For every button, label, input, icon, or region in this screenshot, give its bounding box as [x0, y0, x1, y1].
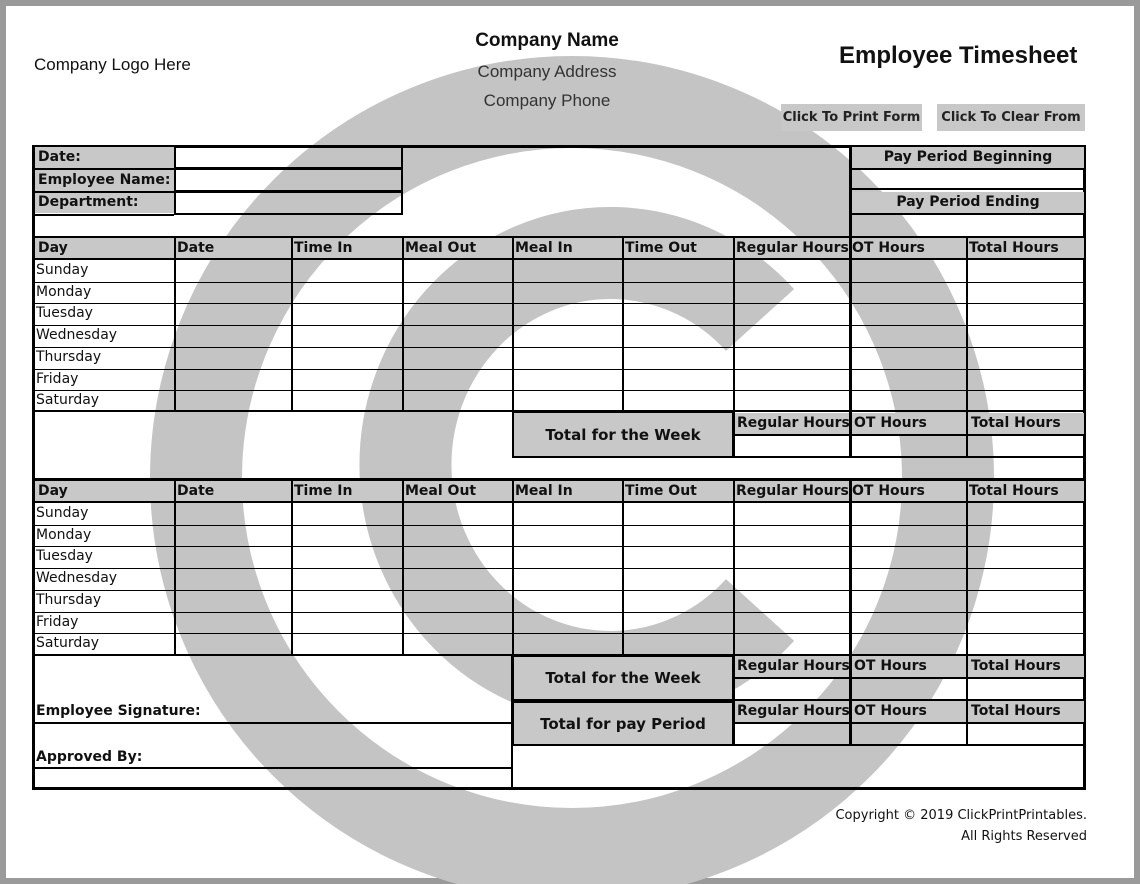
week-1-day-label: Thursday — [36, 348, 102, 365]
week-1-header-cell: Time In — [291, 236, 402, 260]
week-1-time-cell[interactable] — [174, 303, 291, 325]
week-2-header-cell: Meal Out — [402, 479, 512, 503]
week-1-time-cell[interactable] — [733, 347, 849, 369]
week-1-time-cell[interactable] — [174, 369, 291, 391]
week-1-time-cell[interactable] — [291, 260, 402, 282]
week-2-column-divider — [402, 479, 404, 655]
week-2-row-divider — [35, 546, 1084, 547]
week-1-total-regular-label: Regular Hours — [734, 413, 850, 434]
week-2-time-cell[interactable] — [733, 590, 849, 612]
company-address: Company Address — [477, 62, 617, 81]
week-2-time-cell[interactable] — [174, 633, 291, 655]
pay-period-beginning-field[interactable] — [852, 168, 1084, 190]
week-2-time-cell[interactable] — [291, 503, 402, 525]
company-phone: Company Phone — [483, 91, 611, 110]
week-1-row-divider — [35, 369, 1084, 370]
company-name: Company Name — [475, 30, 619, 51]
week-2-time-cell[interactable] — [291, 633, 402, 655]
week-2-time-cell[interactable] — [622, 590, 733, 612]
week-2-row-divider — [35, 568, 1084, 569]
page-title: Employee Timesheet — [839, 42, 1078, 69]
week-2-header-cell: Time In — [291, 479, 402, 503]
week-2-total-regular-label: Regular Hours — [734, 656, 850, 677]
week-2-time-cell[interactable] — [733, 525, 849, 547]
week-2-time-cell[interactable] — [849, 568, 966, 590]
week-1-time-cell[interactable] — [402, 260, 512, 282]
week-1-time-cell[interactable] — [733, 282, 849, 304]
week-1-day-label: Monday — [36, 283, 92, 300]
week-1-column-divider — [291, 236, 293, 412]
pay-period-ending-label: Pay Period Ending — [852, 192, 1084, 213]
week-1-day-label: Sunday — [36, 262, 89, 278]
week-2-time-cell[interactable] — [622, 525, 733, 547]
department-field[interactable] — [174, 191, 403, 215]
week-1-time-cell[interactable] — [966, 390, 1084, 412]
week-2-day-label: Saturday — [36, 635, 100, 652]
week-1-time-cell[interactable] — [291, 325, 402, 347]
week-2-time-cell[interactable] — [966, 612, 1084, 634]
week-2-column-divider — [849, 479, 852, 655]
week-1-time-cell[interactable] — [733, 303, 849, 325]
date-label: Date: — [35, 147, 174, 168]
week-1-time-cell[interactable] — [849, 303, 966, 325]
employee-name-label: Employee Name: — [35, 170, 174, 191]
week-1-time-cell[interactable] — [174, 347, 291, 369]
approved-by-label: Approved By: — [36, 749, 143, 765]
week-1-column-divider — [622, 236, 624, 412]
week-1-time-cell[interactable] — [402, 390, 512, 412]
week-2-time-cell[interactable] — [291, 590, 402, 612]
approved-by-field[interactable] — [35, 767, 512, 788]
week-1-time-cell[interactable] — [733, 325, 849, 347]
week-2-time-cell[interactable] — [622, 568, 733, 590]
week-1-time-cell[interactable] — [733, 390, 849, 412]
week-2-header-cell: Day — [35, 479, 174, 503]
week-1-header-cell: Day — [35, 236, 174, 260]
week-1-time-cell[interactable] — [174, 390, 291, 412]
week-1-time-cell[interactable] — [512, 260, 622, 282]
date-field[interactable] — [174, 146, 403, 169]
week-2-time-cell[interactable] — [174, 503, 291, 525]
week-1-time-cell[interactable] — [291, 390, 402, 412]
company-logo-placeholder: Company Logo Here — [34, 55, 191, 74]
week-2-time-cell[interactable] — [174, 568, 291, 590]
week-2-time-cell[interactable] — [622, 503, 733, 525]
week-2-time-cell[interactable] — [174, 612, 291, 634]
week-1-time-cell[interactable] — [291, 282, 402, 304]
period-total-ot-label: OT Hours — [851, 701, 967, 722]
week-2-time-cell[interactable] — [402, 612, 512, 634]
week-1-time-cell[interactable] — [849, 369, 966, 391]
week-2-time-cell[interactable] — [849, 525, 966, 547]
week-1-time-cell[interactable] — [849, 325, 966, 347]
week-2-time-cell[interactable] — [512, 503, 622, 525]
week-2-header-cell: Time Out — [622, 479, 733, 503]
week-1-time-cell[interactable] — [966, 325, 1084, 347]
week-2-time-cell[interactable] — [402, 503, 512, 525]
week-1-time-cell[interactable] — [966, 303, 1084, 325]
week-1-column-divider — [174, 236, 176, 412]
week-1-time-cell[interactable] — [402, 325, 512, 347]
week-1-row-divider — [35, 282, 1084, 283]
week-2-column-divider — [291, 479, 293, 655]
week-2-time-cell[interactable] — [849, 546, 966, 568]
clear-form-button[interactable]: Click To Clear From — [937, 104, 1085, 131]
week-2-time-cell[interactable] — [849, 590, 966, 612]
week-1-total-inputs[interactable] — [733, 434, 1084, 458]
pay-period-total-label: Total for pay Period — [512, 701, 734, 746]
week-2-time-cell[interactable] — [402, 568, 512, 590]
week-1-time-cell[interactable] — [622, 325, 733, 347]
week-2-time-cell[interactable] — [966, 633, 1084, 655]
print-form-button[interactable]: Click To Print Form — [781, 104, 922, 131]
employee-signature-label: Employee Signature: — [36, 703, 201, 719]
week-1-column-divider — [402, 236, 404, 412]
week-2-time-cell[interactable] — [966, 525, 1084, 547]
week-1-row-divider — [35, 390, 1084, 391]
week-1-row-divider — [35, 347, 1084, 348]
week-2-day-label: Sunday — [36, 505, 89, 521]
week-2-time-cell[interactable] — [291, 525, 402, 547]
week-2-time-cell[interactable] — [849, 633, 966, 655]
week-1-time-cell[interactable] — [966, 282, 1084, 304]
week-1-column-divider — [512, 236, 514, 412]
week-2-column-divider — [174, 479, 176, 655]
week-2-column-divider — [966, 479, 968, 655]
week-1-day-label: Friday — [36, 370, 79, 387]
week-1-day-label: Tuesday — [36, 305, 93, 322]
week-1-time-cell[interactable] — [512, 303, 622, 325]
week-2-time-cell[interactable] — [512, 568, 622, 590]
week-1-row-divider — [35, 303, 1084, 304]
week-1-time-cell[interactable] — [512, 282, 622, 304]
week-1-time-cell[interactable] — [512, 369, 622, 391]
week-1-time-cell[interactable] — [849, 390, 966, 412]
week-1-time-cell[interactable] — [174, 282, 291, 304]
week-1-header-cell: Total Hours — [966, 236, 1084, 260]
week-1-day-label: Saturday — [36, 392, 100, 409]
week-2-time-cell[interactable] — [966, 503, 1084, 525]
week-1-total-ot-label: OT Hours — [851, 413, 967, 434]
week-2-row-divider — [35, 612, 1084, 613]
week-2-time-cell[interactable] — [402, 546, 512, 568]
week-1-header-cell: Meal Out — [402, 236, 512, 260]
copyright-line-2: All Rights Reserved — [961, 829, 1087, 844]
week-1-header-cell: Regular Hours — [733, 236, 849, 260]
week-2-time-cell[interactable] — [733, 612, 849, 634]
week-2-total-hours-label: Total Hours — [968, 656, 1084, 677]
week-2-time-cell[interactable] — [512, 525, 622, 547]
week-1-column-divider — [733, 236, 735, 412]
week-1-time-cell[interactable] — [622, 260, 733, 282]
week-2-column-divider — [512, 479, 514, 655]
period-total-regular-label: Regular Hours — [734, 701, 850, 722]
week-2-time-cell[interactable] — [174, 590, 291, 612]
week-1-time-cell[interactable] — [966, 260, 1084, 282]
week-2-row-divider — [35, 525, 1084, 526]
week-2-time-cell[interactable] — [849, 503, 966, 525]
week-2-header-cell: Meal In — [512, 479, 622, 503]
pay-period-beginning-label: Pay Period Beginning — [852, 147, 1084, 168]
week-2-time-cell[interactable] — [291, 546, 402, 568]
week-2-header-cell: OT Hours — [849, 479, 966, 503]
department-label: Department: — [35, 192, 174, 213]
week-1-header-cell: Meal In — [512, 236, 622, 260]
week-1-time-cell[interactable] — [622, 369, 733, 391]
week-2-time-cell[interactable] — [733, 633, 849, 655]
week-1-time-cell[interactable] — [291, 347, 402, 369]
week-1-time-cell[interactable] — [622, 347, 733, 369]
week-1-time-cell[interactable] — [733, 260, 849, 282]
pay-period-ending-field[interactable] — [852, 213, 1084, 235]
week-2-header-cell: Total Hours — [966, 479, 1084, 503]
week-1-row-divider — [35, 325, 1084, 326]
week-1-time-cell[interactable] — [402, 369, 512, 391]
week-2-row-divider — [35, 633, 1084, 634]
week-2-time-cell[interactable] — [966, 568, 1084, 590]
week-2-total-ot-label: OT Hours — [851, 656, 967, 677]
week-1-day-label: Wednesday — [36, 327, 118, 344]
week-2-time-cell[interactable] — [733, 503, 849, 525]
period-total-hours-label: Total Hours — [968, 701, 1084, 722]
week-2-time-cell[interactable] — [512, 546, 622, 568]
week-2-day-label: Wednesday — [36, 570, 118, 587]
week-2-row-divider — [35, 590, 1084, 591]
week-2-time-cell[interactable] — [402, 525, 512, 547]
week-1-time-cell[interactable] — [849, 260, 966, 282]
week-1-total-hours-label: Total Hours — [968, 413, 1084, 434]
week-1-time-cell[interactable] — [849, 347, 966, 369]
week-2-header-cell: Regular Hours — [733, 479, 849, 503]
week-1-time-cell[interactable] — [402, 282, 512, 304]
week-2-time-cell[interactable] — [733, 568, 849, 590]
week-2-header-cell: Date — [174, 479, 291, 503]
week-2-time-cell[interactable] — [291, 568, 402, 590]
week-1-header-cell: Date — [174, 236, 291, 260]
week-2-time-cell[interactable] — [622, 633, 733, 655]
week-2-column-divider — [622, 479, 624, 655]
week-1-time-cell[interactable] — [512, 390, 622, 412]
week-2-column-divider — [733, 479, 735, 655]
week-2-time-cell[interactable] — [966, 546, 1084, 568]
week-2-time-cell[interactable] — [849, 612, 966, 634]
week-2-total-inputs[interactable] — [733, 677, 1084, 701]
week-1-time-cell[interactable] — [174, 325, 291, 347]
week-1-time-cell[interactable] — [402, 303, 512, 325]
week-2-time-cell[interactable] — [512, 633, 622, 655]
week-1-time-cell[interactable] — [733, 369, 849, 391]
week-1-time-cell[interactable] — [174, 260, 291, 282]
week-2-day-label: Thursday — [36, 591, 102, 608]
week-2-time-cell[interactable] — [622, 546, 733, 568]
week-1-column-divider — [849, 236, 852, 412]
week-1-time-cell[interactable] — [291, 303, 402, 325]
week-2-time-cell[interactable] — [402, 590, 512, 612]
week-1-time-cell[interactable] — [966, 347, 1084, 369]
week-2-time-cell[interactable] — [402, 633, 512, 655]
period-total-inputs[interactable] — [733, 722, 1084, 746]
week-1-time-cell[interactable] — [622, 390, 733, 412]
week-2-time-cell[interactable] — [174, 546, 291, 568]
employee-signature-field[interactable] — [35, 722, 512, 746]
week-2-time-cell[interactable] — [733, 546, 849, 568]
week-1-time-cell[interactable] — [849, 282, 966, 304]
week-1-time-cell[interactable] — [512, 347, 622, 369]
week-1-time-cell[interactable] — [512, 325, 622, 347]
week-2-time-cell[interactable] — [174, 525, 291, 547]
week-1-time-cell[interactable] — [402, 347, 512, 369]
week-1-header-cell: Time Out — [622, 236, 733, 260]
employee-name-field[interactable] — [174, 168, 403, 192]
copyright-line-1: Copyright © 2019 ClickPrintPrintables. — [835, 808, 1087, 823]
week-1-total-label: Total for the Week — [512, 411, 734, 458]
week-2-time-cell[interactable] — [512, 590, 622, 612]
week-2-time-cell[interactable] — [512, 612, 622, 634]
week-1-header-cell: OT Hours — [849, 236, 966, 260]
week-2-time-cell[interactable] — [966, 590, 1084, 612]
week-1-time-cell[interactable] — [622, 282, 733, 304]
week-2-day-label: Friday — [36, 613, 79, 630]
week-1-column-divider — [966, 236, 968, 412]
week-1-time-cell[interactable] — [291, 369, 402, 391]
week-2-time-cell[interactable] — [291, 612, 402, 634]
week-2-total-label: Total for the Week — [512, 655, 734, 701]
week-1-time-cell[interactable] — [966, 369, 1084, 391]
week-2-day-label: Monday — [36, 526, 92, 543]
week-2-day-label: Tuesday — [36, 548, 93, 565]
week-2-time-cell[interactable] — [622, 612, 733, 634]
week-1-time-cell[interactable] — [622, 303, 733, 325]
